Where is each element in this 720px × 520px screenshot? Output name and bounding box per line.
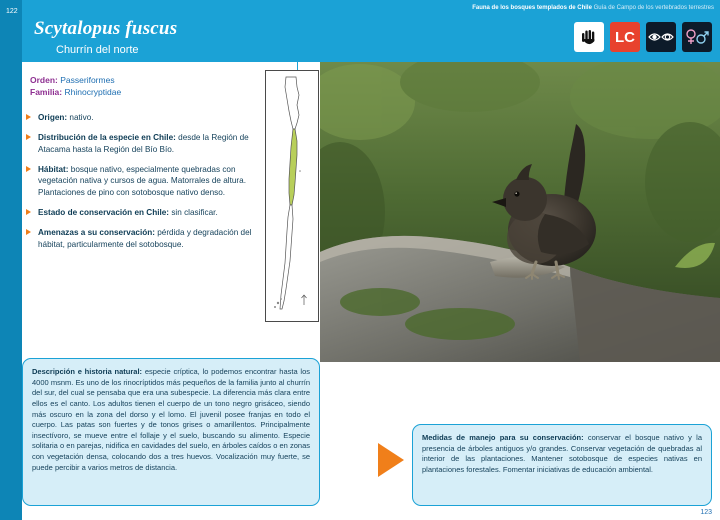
book-running-head xyxy=(472,5,714,11)
sexual-dimorphism-icon[interactable] xyxy=(682,22,712,52)
triangle-bullet-icon xyxy=(26,134,31,140)
list-item xyxy=(26,132,276,155)
description-text xyxy=(32,367,310,473)
species-fact-list xyxy=(26,112,276,259)
endemic-hand-icon[interactable] xyxy=(574,22,604,52)
fact-label: Hábitat: xyxy=(38,164,69,174)
page-title: Scytalopus fuscus xyxy=(34,18,178,39)
status-badge-row xyxy=(574,22,712,52)
conservation-status-lc-badge[interactable]: LC xyxy=(610,22,640,52)
left-color-band xyxy=(0,0,22,520)
list-item xyxy=(26,164,276,198)
family-label: Familia: xyxy=(30,87,63,98)
order-label: Orden: xyxy=(30,75,58,85)
species-header-bar xyxy=(22,0,720,62)
description-panel xyxy=(22,358,320,506)
family-value: Rhinocryptidae xyxy=(64,87,122,98)
fact-label: Estado de conservación en Chile: xyxy=(38,207,170,217)
management-panel xyxy=(412,424,712,506)
left-page-number: 122 xyxy=(6,8,18,15)
fact-label: Amenazas a su conservación: xyxy=(38,228,155,238)
taxonomy-block xyxy=(30,74,270,99)
book-subtitle: Guía de Campo de los vertebrados terrestres xyxy=(593,5,714,11)
fact-text: desde la Región de Atacama hasta la Región del Bío Bío. xyxy=(38,133,249,154)
book-title: Fauna de los bosques templados de Chile xyxy=(472,5,592,11)
management-label: Medidas de manejo para su conservación: xyxy=(422,433,584,442)
fact-text: bosque nativo, especialmente quebradas con vegetación nativa y cursos de agua. Matorrales de altura. Plantaciones de pino con sotobosque nativo denso. xyxy=(38,164,246,197)
header-connector-line-horizontal xyxy=(297,44,319,45)
taxonomy-family xyxy=(30,86,270,98)
fact-text: pérdida y degradación del hábitat, particularmente del sotobosque. xyxy=(38,228,252,249)
list-item xyxy=(26,227,276,250)
management-body: conservar el bosque nativo y la presencia de árboles antiguos y/o grandes. Conservar vegetación de quebradas al interior de las plantaciones. Mantener sotobosque de especies nativas en plantaciones forestales. Fomentar iniciativas de educación ambiental. xyxy=(422,433,702,474)
triangle-bullet-icon xyxy=(26,209,31,215)
right-page-number: 123 xyxy=(700,509,712,516)
nocturnal-diurnal-icon[interactable] xyxy=(646,22,676,52)
triangle-bullet-icon xyxy=(26,229,31,235)
list-item xyxy=(26,207,276,218)
fact-text: nativo. xyxy=(67,113,94,122)
list-item xyxy=(26,112,276,123)
triangle-bullet-icon xyxy=(26,166,31,172)
description-label: Descripción e historia natural: xyxy=(32,367,143,376)
triangle-arrow-icon xyxy=(378,443,404,477)
management-text xyxy=(422,433,702,476)
fact-label: Distribución de la especie en Chile: xyxy=(38,133,176,143)
header-connector-line xyxy=(297,44,298,72)
triangle-bullet-icon xyxy=(26,114,31,120)
distribution-map-chile xyxy=(265,70,319,322)
fact-label: Origen: xyxy=(38,113,68,122)
common-name: Churrín del norte xyxy=(56,44,139,56)
taxonomy-order xyxy=(30,74,270,86)
fact-text: sin clasificar. xyxy=(169,207,218,217)
species-photo-scytalopus-fuscus xyxy=(320,62,720,362)
order-value: Passeriformes xyxy=(60,75,115,85)
description-body: especie críptica, lo podemos encontrar hasta los 4000 msnm. Es uno de los rinocríptidos más pequeños de la familia junto al churrín del sur, del cual se pensaba que era una subespecie. La diferencia más clara entre ellos es el canto. Los adultos tienen el cuerpo de un tono negro grisáceo, siendo más oscuro en la zona del dorso y el lomo. El juvenil posee franjas en todo el cuerpo. Las patas son fuertes y de tonos grises o amarillentos. Principalmente insectívoro, se mueve entre el follaje y el suelo, buscando su alimento. Especie solitaria o en parejas, nidifica en cavidades del suelo, en árboles caídos o en zonas con vegetación densa, colocando dos a tres huevos. Vocalización muy fuerte, se puede percibir a varios metros de distancia. xyxy=(32,367,310,472)
